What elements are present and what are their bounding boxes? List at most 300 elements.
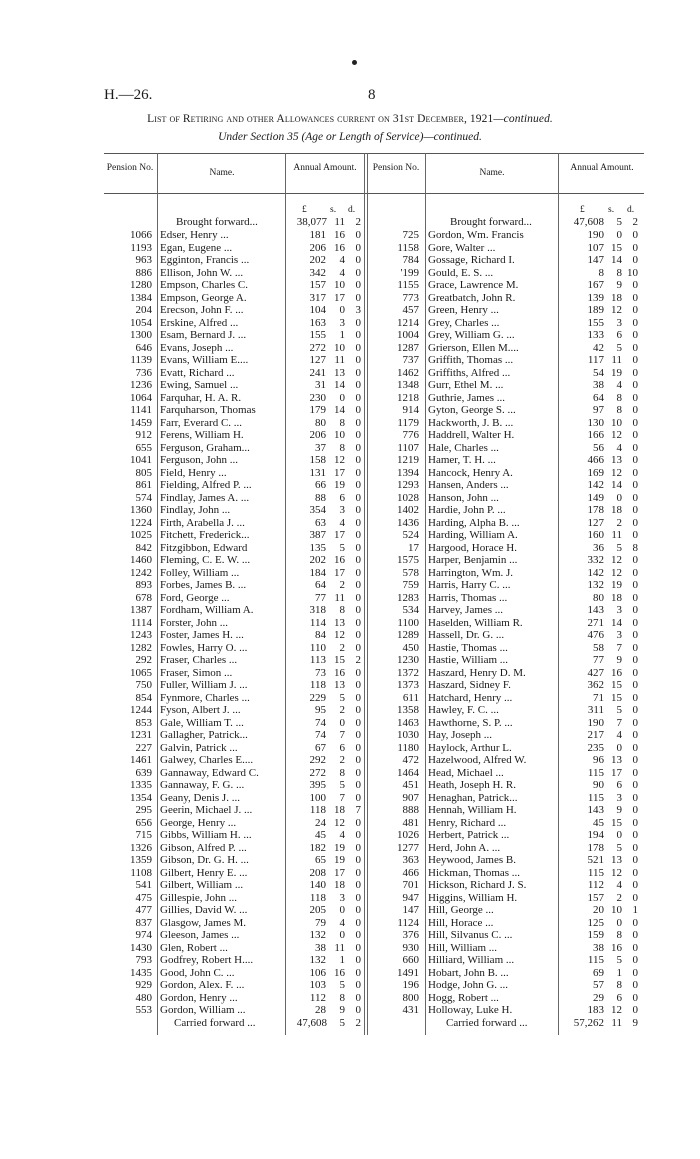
amount-pence: 0 <box>355 666 361 679</box>
pensioner-name: Hale, Charles ... <box>428 441 499 454</box>
pensioner-name: Fordham, William A. <box>160 604 254 616</box>
amount-pence: 0 <box>355 841 361 854</box>
amount-shillings: 3 <box>339 316 345 329</box>
pension-number: 1387 <box>130 604 152 616</box>
amount-pence: 0 <box>355 254 361 266</box>
amount-pence: 0 <box>632 529 638 541</box>
amount-shillings: 17 <box>334 566 345 579</box>
amount-pence: 0 <box>355 916 361 929</box>
amount-shillings: 0 <box>339 391 345 404</box>
amount-pounds: 149 <box>587 491 604 504</box>
table-row <box>368 792 640 805</box>
unit-shillings-left: s. <box>330 205 337 215</box>
amount-pounds: 194 <box>587 829 604 841</box>
amount-pounds: 112 <box>309 991 326 1004</box>
amount-shillings: 8 <box>616 266 622 279</box>
amount-pounds: 97 <box>593 404 604 416</box>
pension-number: 475 <box>135 891 152 904</box>
list-title-main: List of Retiring and other Allowances current on 31st December, 1921 <box>147 113 494 125</box>
amount-shillings: 10 <box>334 429 345 441</box>
pension-number: 1373 <box>397 679 419 691</box>
table-row <box>368 704 640 717</box>
amount-pounds: 130 <box>587 416 604 429</box>
pension-number: 907 <box>402 791 419 804</box>
amount-pence: 0 <box>355 354 361 366</box>
amount-pounds: 31 <box>315 379 326 391</box>
pension-number: 1436 <box>397 516 419 529</box>
pensioner-name: Farr, Everard C. ... <box>160 416 243 429</box>
pensioner-name: Heywood, James B. <box>428 854 516 866</box>
pension-number: 929 <box>135 979 152 991</box>
amount-pounds: 427 <box>587 666 604 679</box>
amount-shillings: 16 <box>334 241 345 254</box>
amount-pounds: 38 <box>593 941 604 954</box>
carried-forward-shillings-right: 11 <box>611 1017 622 1029</box>
amount-shillings: 0 <box>339 929 345 941</box>
table-row <box>368 342 640 355</box>
amount-shillings: 7 <box>616 716 622 729</box>
pension-number: 1384 <box>130 291 152 304</box>
amount-pounds: 202 <box>309 554 326 566</box>
pension-number: 1359 <box>130 854 152 866</box>
amount-shillings: 14 <box>611 254 622 266</box>
amount-pence: 0 <box>355 729 361 741</box>
pensioner-name: Fielding, Alfred P. ... <box>160 479 252 491</box>
amount-shillings: 8 <box>339 766 345 779</box>
pension-number: 1139 <box>130 354 152 366</box>
amount-shillings: 16 <box>334 229 345 241</box>
amount-pounds: 107 <box>587 241 604 254</box>
pensioner-name: Gale, William T. ... <box>160 716 244 729</box>
pensioner-name: Haszard, Henry D. M. <box>428 666 526 679</box>
amount-pence: 0 <box>632 866 638 879</box>
amount-pounds: 159 <box>587 929 604 941</box>
pension-number: 1360 <box>130 504 152 516</box>
pensioner-name: Hardie, John P. ... <box>428 504 506 516</box>
amount-pounds: 229 <box>309 691 326 704</box>
amount-shillings: 15 <box>611 691 622 704</box>
table-row <box>368 804 640 817</box>
pensioner-name: Gordon, Henry ... <box>160 991 238 1004</box>
pensioner-name: Guthrie, James ... <box>428 391 505 404</box>
amount-pence: 0 <box>632 854 638 866</box>
pension-number: 481 <box>402 816 419 829</box>
pension-number: 1054 <box>130 316 152 329</box>
amount-pence: 0 <box>355 429 361 441</box>
table-row <box>368 779 640 792</box>
pension-number: 457 <box>402 304 419 316</box>
amount-shillings: 1 <box>616 966 622 979</box>
pension-number: 1435 <box>130 966 152 979</box>
amount-pence: 0 <box>632 979 638 991</box>
amount-pounds: 64 <box>593 391 604 404</box>
amount-shillings: 2 <box>339 579 345 591</box>
amount-pence: 0 <box>355 516 361 529</box>
amount-pence: 0 <box>355 554 361 566</box>
table-row <box>368 1004 640 1017</box>
table-row <box>104 417 362 430</box>
amount-pence: 0 <box>632 766 638 779</box>
pensioner-name: Hawthorne, S. P. ... <box>428 716 513 729</box>
amount-pence: 0 <box>632 704 638 716</box>
pension-number: 196 <box>402 979 419 991</box>
pensioner-name: Esam, Bernard J. ... <box>160 329 247 341</box>
pensioner-name: Ferguson, Graham... <box>160 441 250 454</box>
pension-number: 204 <box>135 304 152 316</box>
amount-shillings: 0 <box>616 229 622 241</box>
pensioner-name: Henaghan, Patrick... <box>428 791 518 804</box>
amount-pounds: 66 <box>315 479 326 491</box>
list-title <box>0 113 700 125</box>
pensioner-name: Hay, Joseph ... <box>428 729 493 741</box>
table-row <box>368 254 640 267</box>
pensioner-name: Heath, Joseph H. R. <box>428 779 516 791</box>
table-row <box>104 854 362 867</box>
pension-number: 678 <box>135 591 152 604</box>
amount-pence: 0 <box>355 966 361 979</box>
pensioner-name: Gannaway, F. G. ... <box>160 779 245 791</box>
table-row <box>104 742 362 755</box>
pensioner-name: Harris, Thomas ... <box>428 591 508 604</box>
table-row <box>368 667 640 680</box>
pension-number: 639 <box>135 766 152 779</box>
header-pension-no-left: Pension No. <box>106 163 154 173</box>
amount-shillings: 3 <box>616 316 622 329</box>
table-row <box>104 842 362 855</box>
table-row <box>368 629 640 642</box>
amount-pence: 0 <box>632 241 638 254</box>
pensioner-name: Hastie, Thomas ... <box>428 641 508 654</box>
amount-pence: 3 <box>355 304 361 316</box>
amount-pence: 0 <box>355 591 361 604</box>
amount-pence: 0 <box>632 929 638 941</box>
amount-pence: 0 <box>632 916 638 929</box>
table-row <box>368 579 640 592</box>
amount-pounds: 79 <box>315 916 326 929</box>
amount-pounds: 131 <box>309 466 326 479</box>
amount-pounds: 118 <box>309 891 326 904</box>
amount-pounds: 135 <box>309 541 326 554</box>
header-name-right: Name. <box>479 168 505 178</box>
amount-pence: 0 <box>355 679 361 691</box>
amount-shillings: 14 <box>334 404 345 416</box>
pensioner-name: Farquharson, Thomas <box>160 404 256 416</box>
pensioner-name: George, Henry ... <box>160 816 237 829</box>
pensioner-name: Gordon, Wm. Francis <box>428 229 524 241</box>
table-row <box>368 742 640 755</box>
table-row <box>368 642 640 655</box>
pensioner-name: Ferens, William H. <box>160 429 244 441</box>
amount-pence: 0 <box>355 379 361 391</box>
pensioner-name: Gibson, Alfred P. ... <box>160 841 247 854</box>
amount-pence: 0 <box>355 904 361 916</box>
pensioner-name: Holloway, Luke H. <box>428 1004 513 1016</box>
pension-number: 1459 <box>130 416 152 429</box>
pension-number: 1066 <box>130 229 152 241</box>
pensioner-name: Herbert, Patrick ... <box>428 829 510 841</box>
amount-pence: 0 <box>632 229 638 241</box>
pension-number: 893 <box>135 579 152 591</box>
pensioner-name: Hickman, Thomas ... <box>428 866 521 879</box>
amount-pence: 0 <box>355 479 361 491</box>
amount-shillings: 6 <box>616 329 622 341</box>
header-amount-left: Annual Amount. <box>293 163 357 173</box>
amount-shillings: 11 <box>611 354 622 366</box>
header-name-left: Name. <box>209 168 235 178</box>
amount-pence: 0 <box>355 854 361 866</box>
amount-pence: 0 <box>632 616 638 629</box>
table-row <box>104 567 362 580</box>
amount-pence: 7 <box>355 804 361 816</box>
amount-pounds: 73 <box>315 666 326 679</box>
table-row <box>368 767 640 780</box>
amount-pence: 0 <box>355 241 361 254</box>
amount-pounds: 142 <box>587 479 604 491</box>
amount-shillings: 15 <box>611 816 622 829</box>
amount-pence: 0 <box>632 829 638 841</box>
amount-pounds: 74 <box>315 716 326 729</box>
amount-shillings: 12 <box>611 566 622 579</box>
pensioner-name: Haylock, Arthur L. <box>428 741 512 754</box>
list-subtitle-main: Under Section 35 (Age or Length of Service) <box>218 131 424 143</box>
amount-pounds: 142 <box>587 566 604 579</box>
table-top-rule <box>104 153 644 154</box>
pensioner-name: Gillies, David W. ... <box>160 904 248 916</box>
amount-shillings: 13 <box>611 754 622 766</box>
pension-number: 1282 <box>130 641 152 654</box>
brought-forward-shillings-left: 11 <box>334 216 345 228</box>
pension-number: 736 <box>135 366 152 379</box>
carried-forward-pence-right: 9 <box>632 1017 638 1029</box>
amount-pence: 0 <box>632 654 638 666</box>
amount-pounds: 387 <box>309 529 326 541</box>
amount-shillings: 8 <box>616 404 622 416</box>
pension-number: 1335 <box>130 779 152 791</box>
amount-pence: 0 <box>355 341 361 354</box>
amount-pence: 0 <box>355 791 361 804</box>
amount-pounds: 38 <box>315 941 326 954</box>
table-row <box>368 879 640 892</box>
table-row <box>368 729 640 742</box>
amount-shillings: 5 <box>616 341 622 354</box>
table-row <box>104 429 362 442</box>
table-row <box>104 904 362 917</box>
table-row <box>368 617 640 630</box>
amount-shillings: 4 <box>339 916 345 929</box>
amount-pounds: 272 <box>309 766 326 779</box>
amount-shillings: 12 <box>611 429 622 441</box>
table-row <box>104 342 362 355</box>
pension-number: 1218 <box>397 391 419 404</box>
table-row <box>104 779 362 792</box>
table-row <box>104 354 362 367</box>
amount-shillings: 18 <box>611 591 622 604</box>
pensioner-name: Empson, George A. <box>160 291 247 304</box>
pension-number: 1180 <box>397 741 419 754</box>
amount-pence: 0 <box>355 1004 361 1016</box>
amount-shillings: 9 <box>616 654 622 666</box>
amount-shillings: 0 <box>616 491 622 504</box>
amount-pounds: 115 <box>587 866 604 879</box>
amount-shillings: 10 <box>611 904 622 916</box>
amount-pence: 0 <box>632 291 638 304</box>
carried-forward-shillings-left: 5 <box>339 1017 345 1029</box>
amount-pounds: 56 <box>593 441 604 454</box>
amount-shillings: 5 <box>339 541 345 554</box>
pensioner-name: Griffiths, Alfred ... <box>428 366 511 379</box>
pension-number: 450 <box>402 641 419 654</box>
amount-pounds: 354 <box>309 504 326 516</box>
amount-pounds: 167 <box>587 279 604 291</box>
amount-pounds: 20 <box>593 904 604 916</box>
amount-pounds: 127 <box>309 354 326 366</box>
amount-pounds: 169 <box>587 466 604 479</box>
amount-pence: 0 <box>355 754 361 766</box>
amount-pence: 2 <box>355 654 361 666</box>
table-row <box>104 992 362 1005</box>
pensioner-name: Gilbert, William ... <box>160 879 244 891</box>
carried-forward-label-left: Carried forward ... <box>174 1017 256 1029</box>
pensioner-name: Griffith, Thomas ... <box>428 354 514 366</box>
table-row <box>104 379 362 392</box>
unit-pence-left: d. <box>348 205 356 215</box>
pensioner-name: Harding, Alpha B. ... <box>428 516 520 529</box>
table-row <box>104 867 362 880</box>
table-row <box>104 604 362 617</box>
pension-number: 750 <box>135 679 152 691</box>
amount-shillings: 19 <box>334 854 345 866</box>
amount-shillings: 13 <box>611 454 622 466</box>
pensioner-name: Glen, Robert ... <box>160 941 228 954</box>
pensioner-name: Hackworth, J. B. ... <box>428 416 514 429</box>
pensioner-name: Ewing, Samuel ... <box>160 379 239 391</box>
pensioner-name: Folley, William ... <box>160 566 240 579</box>
amount-pounds: 77 <box>315 591 326 604</box>
amount-pounds: 292 <box>309 754 326 766</box>
amount-shillings: 7 <box>339 729 345 741</box>
pensioner-name: Erskine, Alfred ... <box>160 316 239 329</box>
pension-number: '199 <box>400 266 419 279</box>
pensioner-name: Fraser, Simon ... <box>160 666 233 679</box>
page-number: 8 <box>368 87 376 103</box>
amount-shillings: 16 <box>611 941 622 954</box>
table-row <box>104 454 362 467</box>
amount-shillings: 9 <box>616 279 622 291</box>
pension-number: 1114 <box>130 616 152 629</box>
table-row <box>104 367 362 380</box>
pension-number: 295 <box>135 804 152 816</box>
amount-shillings: 5 <box>616 954 622 966</box>
amount-shillings: 12 <box>334 454 345 466</box>
pensioner-name: Godfrey, Robert H.... <box>160 954 254 966</box>
amount-shillings: 18 <box>334 879 345 891</box>
pension-number: 1100 <box>397 616 419 629</box>
table-row <box>368 854 640 867</box>
pensioner-name: Empson, Charles C. <box>160 279 248 291</box>
pension-number: 1041 <box>130 454 152 466</box>
pensioner-name: Gore, Walter ... <box>428 241 496 254</box>
pension-number: 947 <box>402 891 419 904</box>
amount-shillings: 5 <box>616 541 622 554</box>
table-row <box>104 492 362 505</box>
amount-shillings: 10 <box>611 416 622 429</box>
pensioner-name: Hansen, Anders ... <box>428 479 509 491</box>
amount-pounds: 80 <box>593 591 604 604</box>
amount-shillings: 5 <box>616 841 622 854</box>
pension-number: 784 <box>402 254 419 266</box>
table-row <box>104 442 362 455</box>
amount-shillings: 4 <box>616 729 622 741</box>
table-row <box>104 767 362 780</box>
amount-shillings: 19 <box>611 579 622 591</box>
pensioner-name: Hancock, Henry A. <box>428 466 513 479</box>
table-row <box>368 929 640 942</box>
pensioner-name: Gillespie, John ... <box>160 891 237 904</box>
pension-number: 1004 <box>397 329 419 341</box>
amount-pounds: 143 <box>587 804 604 816</box>
pensioner-name: Gurr, Ethel M. ... <box>428 379 504 391</box>
table-row <box>368 529 640 542</box>
pension-number: 541 <box>135 879 152 891</box>
amount-pounds: 88 <box>315 491 326 504</box>
amount-pence: 0 <box>355 879 361 891</box>
amount-shillings: 15 <box>611 241 622 254</box>
amount-pence: 0 <box>632 279 638 291</box>
amount-pence: 0 <box>632 479 638 491</box>
amount-pounds: 113 <box>309 654 326 666</box>
amount-pounds: 77 <box>593 654 604 666</box>
amount-shillings: 11 <box>334 591 345 604</box>
pensioner-name: Hatchard, Henry ... <box>428 691 513 704</box>
amount-pence: 0 <box>355 991 361 1004</box>
amount-pounds: 118 <box>309 804 326 816</box>
pensioner-name: Grace, Lawrence M. <box>428 279 519 291</box>
pension-number: 886 <box>135 266 152 279</box>
amount-pounds: 178 <box>587 504 604 516</box>
pensioner-name: Green, Henry ... <box>428 304 499 316</box>
pension-number: 1326 <box>130 841 152 854</box>
pensioner-name: Henry, Richard ... <box>428 816 507 829</box>
pension-number: 1575 <box>397 554 419 566</box>
pension-number: 17 <box>408 541 419 554</box>
amount-shillings: 4 <box>339 516 345 529</box>
amount-shillings: 13 <box>334 679 345 691</box>
amount-pounds: 133 <box>587 329 604 341</box>
table-row <box>368 817 640 830</box>
amount-pounds: 241 <box>309 366 326 379</box>
table-row <box>368 967 640 980</box>
amount-shillings: 12 <box>611 866 622 879</box>
pension-number: 1277 <box>397 841 419 854</box>
table-row <box>104 517 362 530</box>
amount-pounds: 74 <box>315 729 326 741</box>
pension-number: 376 <box>402 929 419 941</box>
amount-shillings: 16 <box>334 666 345 679</box>
amount-shillings: 8 <box>339 991 345 1004</box>
amount-pounds: 132 <box>309 954 326 966</box>
amount-pence: 0 <box>632 816 638 829</box>
amount-pounds: 64 <box>315 579 326 591</box>
amount-pence: 0 <box>632 379 638 391</box>
unit-shillings-right: s. <box>608 205 615 215</box>
pensioner-name: Grey, Charles ... <box>428 316 500 329</box>
pensioner-name: Erecson, John F. ... <box>160 304 244 316</box>
pension-number: 837 <box>135 916 152 929</box>
table-row <box>104 629 362 642</box>
amount-shillings: 6 <box>616 991 622 1004</box>
amount-pence: 0 <box>632 741 638 754</box>
pensioner-name: Hill, William ... <box>428 941 498 954</box>
